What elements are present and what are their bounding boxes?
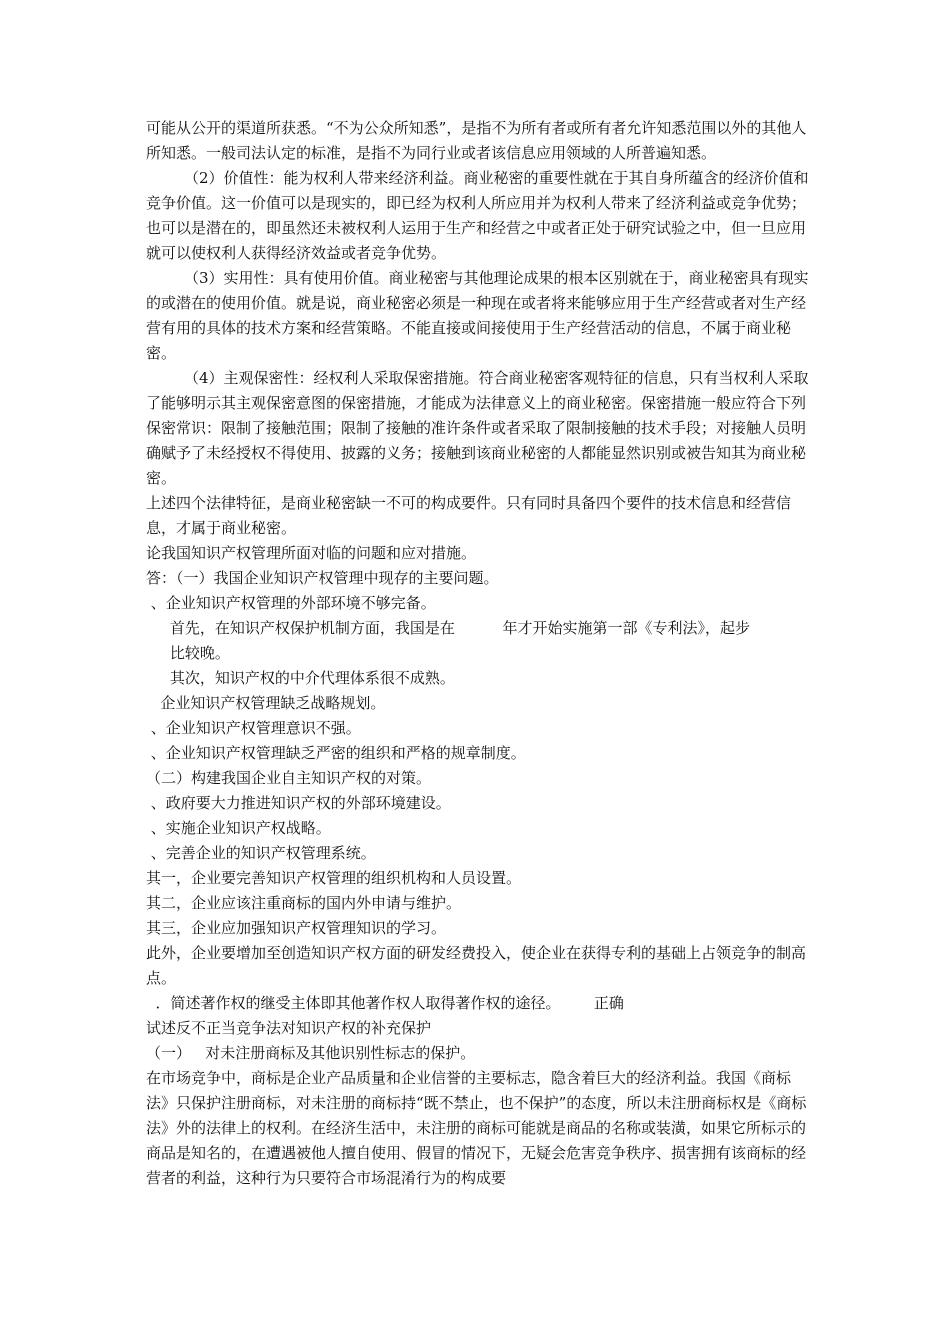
paragraph-practicality: （3）实用性：具有使用价值。商业秘密与其他理论成果的根本区别就在于，商业秘密具有现实的或潜在的使用价值。就是说，商业秘密必须是一种现在或者将来能够应用于生产经营或者对生产经营有用的具体的技术方案和经营策略。不能直接或间接使用于生产经营活动的信息，不属于商业秘密。 [146,269,809,362]
paragraph-trademark: 在市场竞争中，商标是企业产品质量和企业信誉的主要标志，隐含着巨大的经济利益。我国《商标法》只保护注册商标，对未注册的商标持“既不禁止，也不保护”的态度，所以未注册商标权是《商标法》外的法律上的权利。在经济生活中，未注册的商标可能就是商品的名称或装潢，如果它所标示的商品是知名的，在遭遇被他人擅自使用、假冒的情况下，无疑会危害竞争秩序、损害拥有该商标的经营者的利益，这种行为只要符合市场混淆行为的构成要 [146,1069,807,1187]
list-item: 、政府要大力推进知识产权的外部环境建设。 [146,794,451,812]
list-item: 其一，企业要完善知识产权管理的组织机构和人员设置。 [146,869,522,887]
list-item: 、实施企业知识产权战略。 [146,819,331,837]
question-copyright: ．简述著作权的继受主体即其他著作权人取得著作权的途径。 正确 [146,994,624,1012]
list-item: 、企业知识产权管理的外部环境不够完备。 [146,594,436,612]
list-item: 比较晚。 [146,644,230,662]
list-item: 、企业知识产权管理缺乏严密的组织和严格的规章制度。 [146,744,526,762]
list-item: 、企业知识产权管理意识不强。 [146,719,361,737]
list-item: 首先，在知识产权保护机制方面，我国是在 年才开始实施第一部《专利法》，起步 [146,619,751,637]
list-item: 其三，企业应加强知识产权管理知识的学习。 [146,919,447,937]
paragraph-value: （2）价值性：能为权利人带来经济利益。商业秘密的重要性就在于其自身所蕴含的经济价值和竞争价值。这一价值可以是现实的，即已经为权利人所应用并为权利人带来了经济利益或竞争优势；也可以是潜在的，即虽然还未被权利人运用于生产和经营之中或者正处于研究试验之中，但一旦应用就可以使权利人获得经济效益或者竞争优势。 [146,169,809,262]
list-item: 、完善企业的知识产权管理系统。 [146,844,376,862]
paragraph-confidentiality: （4）主观保密性：经权利人采取保密措施。符合商业秘密客观特征的信息，只有当权利人采取了能够明示其主观保密意图的保密措施，才能成为法律意义上的商业秘密。保密措施一般应符合下列保密常识：限制了接触范围；限制了接触的准许条件或者采取了限制接触的技术手段；对接触人员明确赋予了未经授权不得使用、披露的义务；接触到该商业秘密的人都能显然识别或被告知其为商业秘密。 [146,369,809,487]
paragraph-rd-investment: 此外，企业要增加至创造知识产权方面的研发经费投入，使企业在获得专利的基础上占领竞争的制高点。 [146,944,807,987]
answer-section-2: （二）构建我国企业自主知识产权的对策。 [146,769,432,787]
question-unfair-competition: 试述反不正当竞争法对知识产权的补充保护 [146,1019,432,1037]
document-page [146,116,811,1191]
list-item: 其次，知识产权的中介代理体系很不成熟。 [146,669,455,687]
subsection-heading: （一） 对未注册商标及其他识别性标志的保护。 [146,1044,476,1062]
question-heading: 论我国知识产权管理所面对临的问题和应对措施。 [146,544,477,562]
list-item: 企业知识产权管理缺乏战略规划。 [146,694,386,712]
list-item: 其二，企业应该注重商标的国内外申请与维护。 [146,894,462,912]
paragraph-summary: 上述四个法律特征，是商业秘密缺一不可的构成要件。只有同时具备四个要件的技术信息和经营信息，才属于商业秘密。 [146,494,792,537]
paragraph-public-knowledge: 可能从公开的渠道所获悉。“不为公众所知悉”，是指不为所有者或所有者允许知悉范围以外的其他人所知悉。一般司法认定的标准，是指不为同行业或者该信息应用领域的人所普遍知悉。 [146,119,807,162]
answer-section-1: 答：（一）我国企业知识产权管理中现存的主要问题。 [146,569,499,587]
